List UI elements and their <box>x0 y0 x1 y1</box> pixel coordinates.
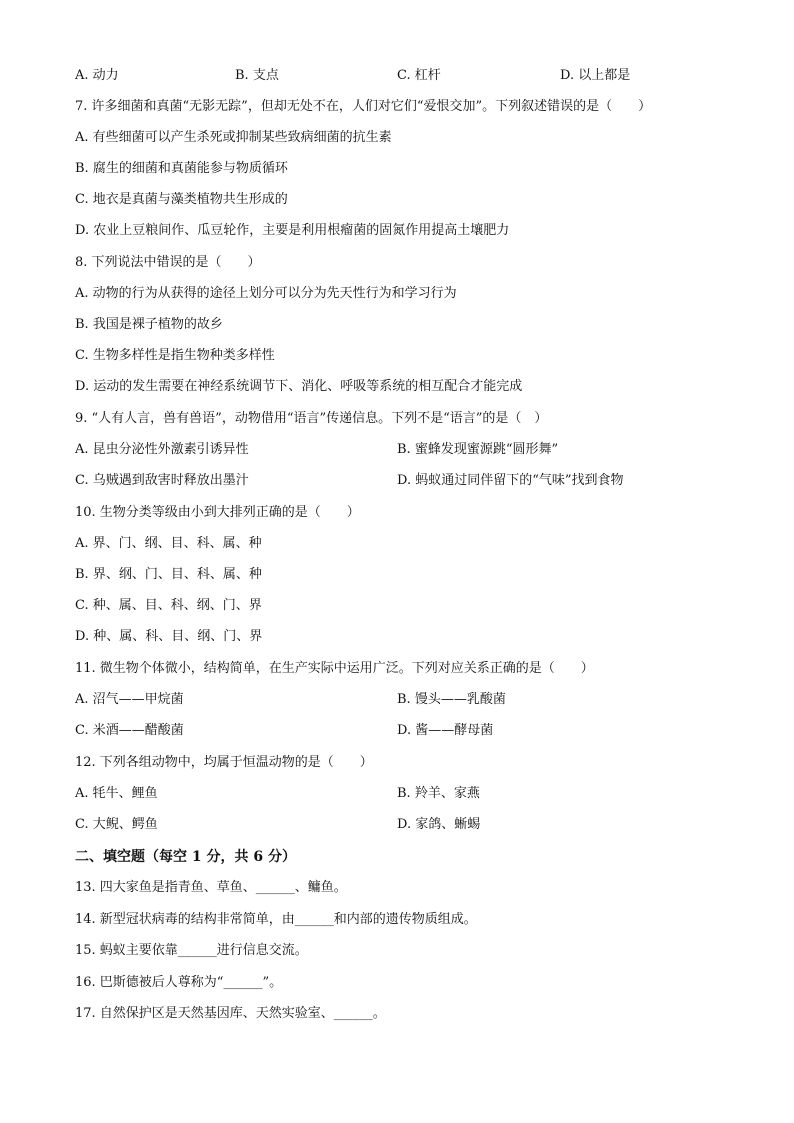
q11-option-a: A. 沼气——甲烷菌 <box>75 692 184 707</box>
q16-fill: 16. 巴斯德被后人尊称为“______”。 <box>75 975 283 990</box>
q10-option-c: C. 种、属、目、科、纲、门、界 <box>75 598 262 613</box>
q14-fill: 14. 新型冠状病毒的结构非常简单，由______和内部的遗传物质组成。 <box>75 912 477 927</box>
q15-fill: 15. 蚂蚁主要依靠______进行信息交流。 <box>75 943 308 958</box>
q7-option-b: B. 腐生的细菌和真菌能参与物质循环 <box>75 161 288 176</box>
q9-option-d: D. 蚂蚁通过同伴留下的“气味”找到食物 <box>397 473 624 488</box>
q11-stem: 11. 微生物个体微小，结构简单，在生产实际中运用广泛。下列对应关系正确的是（ ） <box>75 661 594 676</box>
q11-option-c: C. 米酒——醋酸菌 <box>75 723 184 738</box>
q13-fill: 13. 四大家鱼是指青鱼、草鱼、______、鳙鱼。 <box>75 880 347 895</box>
q8-option-b: B. 我国是裸子植物的故乡 <box>75 317 223 332</box>
q10-option-d: D. 种、属、科、目、纲、门、界 <box>75 629 263 644</box>
q7-stem: 7. 许多细菌和真菌“无影无踪”，但却无处不在，人们对它们“爱恨交加”。下列叙述错误的是（ ） <box>75 99 652 114</box>
q8-option-a: A. 动物的行为从获得的途径上划分可以分为先天性行为和学习行为 <box>75 286 457 301</box>
q6-option-a: A. 动力 <box>75 68 119 83</box>
q8-option-c: C. 生物多样性是指生物种类多样性 <box>75 348 275 363</box>
section2-title: 二、填空题（每空 1 分，共 6 分） <box>75 849 296 865</box>
q9-option-a: A. 昆虫分泌性外激素引诱异性 <box>75 442 249 457</box>
q12-option-b: B. 羚羊、家燕 <box>397 786 480 801</box>
q8-stem: 8. 下列说法中错误的是（ ） <box>75 255 261 270</box>
q8-option-d: D. 运动的发生需要在神经系统调节下、消化、呼吸等系统的相互配合才能完成 <box>75 379 523 394</box>
q9-option-b: B. 蜜蜂发现蜜源跳“圆形舞” <box>397 442 559 457</box>
q12-option-a: A. 牦牛、鲤鱼 <box>75 786 158 801</box>
q6-option-b: B. 支点 <box>235 68 279 83</box>
q12-stem: 12. 下列各组动物中，均属于恒温动物的是（ ） <box>75 755 373 770</box>
q11-option-b: B. 馒头——乳酸菌 <box>397 692 506 707</box>
q7-option-c: C. 地衣是真菌与藻类植物共生形成的 <box>75 192 288 207</box>
q11-option-d: D. 酱——酵母菌 <box>397 723 494 738</box>
q9-option-c: C. 乌贼遇到敌害时释放出墨汁 <box>75 473 249 488</box>
q7-option-d: D. 农业上豆粮间作、瓜豆轮作，主要是利用根瘤菌的固氮作用提高土壤肥力 <box>75 223 510 238</box>
q6-option-c: C. 杠杆 <box>397 68 441 83</box>
q10-option-b: B. 界、纲、门、目、科、属、种 <box>75 567 262 582</box>
q12-option-c: C. 大鲵、鳄鱼 <box>75 817 158 832</box>
q9-stem: 9. “人有人言，兽有兽语”，动物借用“语言”传递信息。下列不是“语言”的是（ ） <box>75 411 548 426</box>
q7-option-a: A. 有些细菌可以产生杀死或抑制某些致病细菌的抗生素 <box>75 130 392 145</box>
q12-option-d: D. 家鸽、蜥蜴 <box>397 817 481 832</box>
q10-stem: 10. 生物分类等级由小到大排列正确的是（ ） <box>75 505 360 520</box>
q10-option-a: A. 界、门、纲、目、科、属、种 <box>75 536 262 551</box>
q17-fill: 17. 自然保护区是天然基因库、天然实验室、______。 <box>75 1006 386 1021</box>
q6-option-d: D. 以上都是 <box>560 68 631 83</box>
